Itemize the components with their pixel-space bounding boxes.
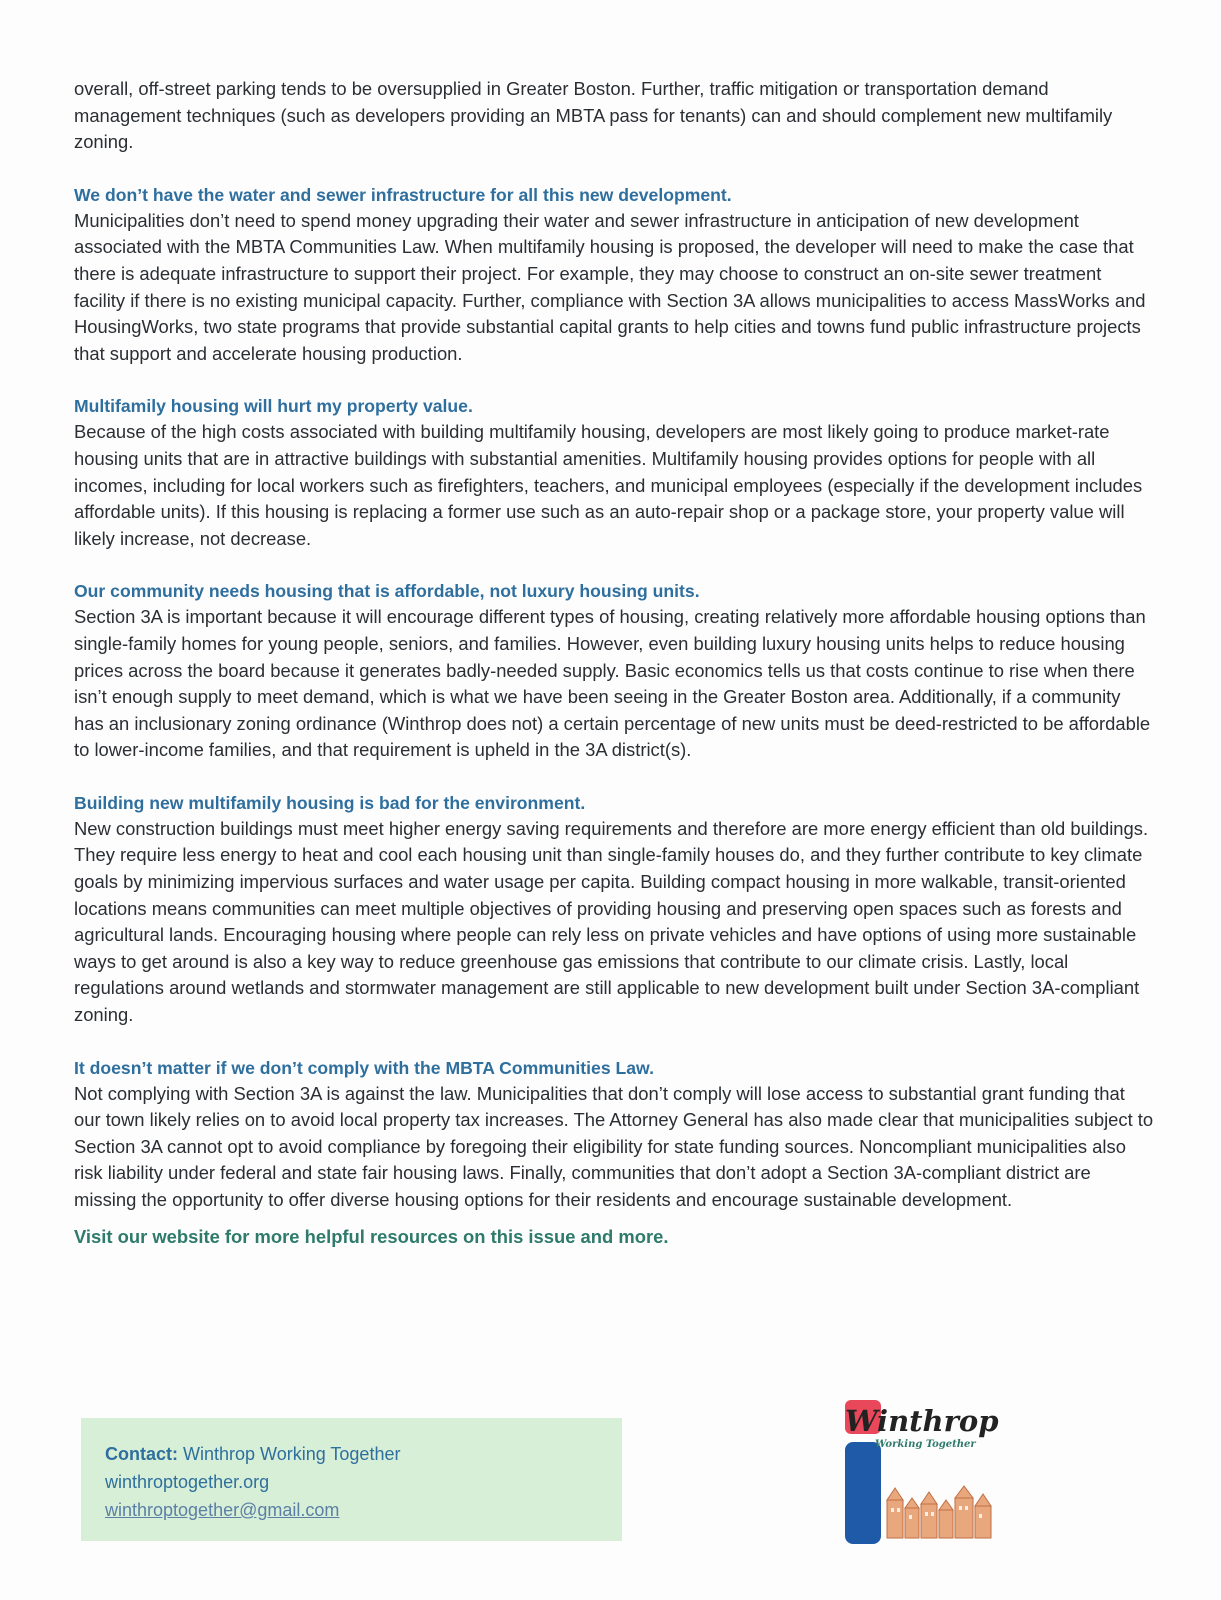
contact-line-org [105, 1440, 400, 1468]
section-heading: Multifamily housing will hurt my property value. [74, 396, 473, 417]
section-heading: We don’t have the water and sewer infrastructure for all this new development. [74, 184, 732, 205]
intro-paragraph: overall, off-street parking tends to be oversupplied in Greater Boston. Further, traffic mitigation or transportation demand management techniques (such as developers providing an MBTA pass for tenants) can and should complement new multifamily zoning. [74, 78, 1113, 153]
document-body [74, 76, 1154, 1250]
section-heading: It doesn’t matter if we don’t comply with the MBTA Communities Law. [74, 1057, 654, 1078]
website-call-to-action: Visit our website for more helpful resources on this issue and more. [74, 1225, 669, 1247]
logo-subtitle: Working Together [875, 1439, 976, 1450]
logo-title: Winthrop [845, 1404, 999, 1438]
winthrop-logo-graphic [845, 1400, 1035, 1545]
contact-box [81, 1418, 622, 1541]
section-body: Because of the high costs associated with building multifamily housing, developers are most likely going to produce market-rate housing units that are in attractive buildings with substantial amenities. Multifamily housing provides options for people with all incomes, including for local workers such as firefighters, teachers, and municipal employees (especially if the development includes affordable units). If this housing is replacing a former use such as an auto-repair shop or a package store, your property value will likely increase, not decrease. [74, 421, 1143, 549]
section-body: Municipalities don’t need to spend money upgrading their water and sewer infrastructure in anticipation of new development associated with the MBTA Communities Law. When multifamily housing is proposed, the developer will need to make the case that there is adequate infrastructure to support their project. For example, they may choose to construct an on-site sewer treatment facility if there is no existing municipal capacity. Further, compliance with Section 3A allows municipalities to access MassWorks and HousingWorks, two state programs that provide substantial capital grants to help cities and towns fund public infrastructure projects that support and accelerate housing production. [74, 209, 1146, 364]
section-body: Section 3A is important because it will encourage different types of housing, creating relatively more affordable housing options than single-family homes for young people, seniors, and families. However, even building luxury housing units helps to reduce housing prices across the board because it generates badly-needed supply. Basic economics tells us that costs continue to rise when there isn’t enough supply to meet demand, which is what we have been seeing in the Greater Boston area. Additionally, if a community has an inclusionary zoning ordinance (Winthrop does not) a certain percentage of new units must be deed-restricted to be affordable to lower-income families, and that requirement is upheld in the 3A district(s). [74, 606, 1151, 761]
contact-website[interactable]: winthroptogether.org [105, 1472, 270, 1492]
logo-houses-icon [887, 1486, 991, 1538]
winthrop-logo [845, 1400, 1035, 1545]
contact-org-name: Winthrop Working Together [183, 1444, 401, 1464]
contact-label: Contact: [105, 1444, 178, 1464]
section-compliance [74, 1055, 1154, 1214]
section-affordable [74, 578, 1154, 764]
contact-email-link[interactable]: winthroptogether@gmail.com [105, 1500, 340, 1520]
section-body: New construction buildings must meet higher energy saving requirements and therefore are more energy efficient than old buildings. They require less energy to heat and cool each housing unit than single-family houses do, and they further contribute to key climate goals by minimizing impervious surfaces and water usage per capita. Building compact housing in more walkable, transit-oriented locations means communities can meet multiple objectives of providing housing and preserving open spaces such as forests and agricultural lands. Encouraging housing where people can rely less on private vehicles and have options of using more sustainable ways to get around is also a key way to reduce greenhouse gas emissions that contribute to our climate crisis. Lastly, local regulations around wetlands and stormwater management are still applicable to new development built under Section 3A-compliant zoning. [74, 817, 1149, 1026]
section-environment [74, 790, 1154, 1029]
section-heading: Our community needs housing that is affordable, not luxury housing units. [74, 581, 700, 602]
logo-blue-block [845, 1442, 881, 1544]
section-body: Not complying with Section 3A is against the law. Municipalities that don’t comply will lose access to substantial grant funding that our town likely relies on to avoid local property tax increases. The Attorney General has also made clear that municipalities subject to Section 3A cannot opt to avoid compliance by foregoing their eligibility for state funding sources. Noncompliant municipalities also risk liability under federal and state fair housing laws. Finally, communities that don’t adopt a Section 3A-compliant district are missing the opportunity to offer diverse housing options for their residents and encourage sustainable development. [74, 1082, 1154, 1210]
section-property-value [74, 393, 1154, 552]
section-heading: Building new multifamily housing is bad for the environment. [74, 792, 586, 813]
section-water-sewer [74, 182, 1154, 368]
